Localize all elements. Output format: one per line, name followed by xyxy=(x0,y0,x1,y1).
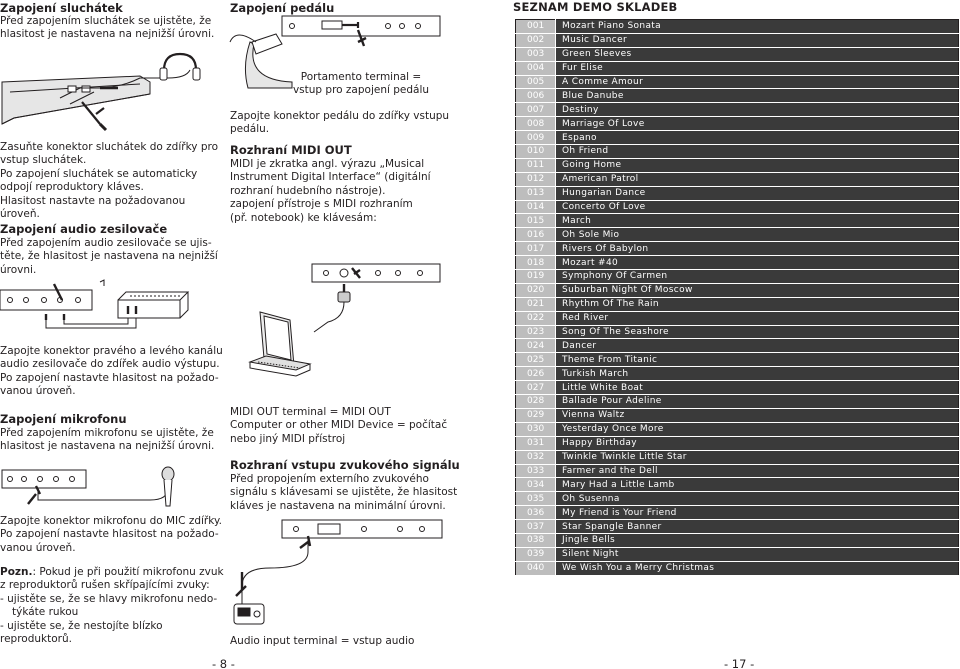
text-line: Po zapojení nastavte hlasitost na požado- xyxy=(0,371,219,384)
song-row xyxy=(516,422,959,436)
song-number: 030 xyxy=(516,422,556,436)
amplifier-body xyxy=(0,345,226,399)
song-number: 024 xyxy=(516,339,556,353)
note-label: Pozn. xyxy=(0,566,33,578)
song-row xyxy=(516,506,959,520)
song-title: Hungarian Dance xyxy=(556,186,959,200)
audio-in-caption: Audio input terminal = vstup audio xyxy=(230,635,415,647)
song-number: 033 xyxy=(516,464,556,478)
microphone-body xyxy=(0,515,226,555)
song-number: 011 xyxy=(516,158,556,172)
song-title: Marriage Of Love xyxy=(556,117,959,131)
text-line: vanou úroveň. xyxy=(0,541,76,554)
song-title: Happy Birthday xyxy=(556,436,959,450)
text-line: rozhraní hudebního nástroje). xyxy=(230,184,386,197)
text-line: úrovni. xyxy=(0,263,37,276)
headphones-intro xyxy=(0,15,226,42)
song-title: Ballade Pour Adeline xyxy=(556,395,959,409)
song-number: 039 xyxy=(516,547,556,561)
text-line: Po zapojení sluchátek se automaticky xyxy=(0,167,198,180)
page-number-right: - 17 - xyxy=(724,657,755,669)
song-title: Jingle Bells xyxy=(556,533,959,547)
song-title: Fur Elise xyxy=(556,61,959,75)
song-title: Farmer and the Dell xyxy=(556,464,959,478)
microphone-note xyxy=(0,566,230,646)
song-title: Music Dancer xyxy=(556,33,959,47)
song-row xyxy=(516,353,959,367)
song-row xyxy=(516,33,959,47)
text-line: hlasitost je nastavena na nejnižší úrovni. xyxy=(0,440,215,453)
song-row xyxy=(516,547,959,561)
song-number: 021 xyxy=(516,297,556,311)
text-line: MIDI OUT terminal = MIDI OUT xyxy=(230,406,391,418)
song-number: 002 xyxy=(516,33,556,47)
song-row xyxy=(516,270,959,284)
song-number: 019 xyxy=(516,270,556,284)
song-row xyxy=(516,492,959,506)
midi-heading: Rozhraní MIDI OUT xyxy=(230,143,352,157)
song-title: Turkish March xyxy=(556,367,959,381)
text-line: vstup pro zapojení pedálu xyxy=(292,84,430,97)
song-row xyxy=(516,311,959,325)
song-title: Mozart #40 xyxy=(556,256,959,270)
song-number: 020 xyxy=(516,283,556,297)
song-row xyxy=(516,47,959,61)
song-title: Dancer xyxy=(556,339,959,353)
headphones-heading: Zapojení sluchátek xyxy=(0,1,123,15)
song-number: 017 xyxy=(516,242,556,256)
song-number: 037 xyxy=(516,520,556,534)
song-row xyxy=(516,339,959,353)
song-title: Song Of The Seashore xyxy=(556,325,959,339)
song-row xyxy=(516,381,959,395)
song-number: 015 xyxy=(516,214,556,228)
song-row xyxy=(516,395,959,409)
song-row xyxy=(516,297,959,311)
text-line: z reproduktorů rušen skřípajícími zvuky: xyxy=(0,579,210,592)
text-line: týkáte rukou xyxy=(12,606,79,619)
song-number: 013 xyxy=(516,186,556,200)
song-title: March xyxy=(556,214,959,228)
song-title: Blue Danube xyxy=(556,89,959,103)
text-line: Před zapojením mikrofonu se ujistěte, že xyxy=(0,427,214,439)
text-line: odpojí reproduktory kláves. xyxy=(0,181,144,194)
song-number: 026 xyxy=(516,367,556,381)
song-title: Oh Friend xyxy=(556,145,959,159)
song-row xyxy=(516,75,959,89)
song-number: 023 xyxy=(516,325,556,339)
song-number: 040 xyxy=(516,561,556,575)
song-number: 034 xyxy=(516,478,556,492)
song-title: Green Sleeves xyxy=(556,47,959,61)
song-row xyxy=(516,117,959,131)
song-number: 004 xyxy=(516,61,556,75)
song-row xyxy=(516,450,959,464)
text-line: - ujistěte se, že se hlavy mikrofonu nedo- xyxy=(0,592,218,605)
audio-in-illustration xyxy=(230,516,452,632)
song-row xyxy=(516,478,959,492)
song-title: Star Spangle Banner xyxy=(556,520,959,534)
pedal-caption xyxy=(270,71,452,98)
song-row xyxy=(516,145,959,159)
song-title: Going Home xyxy=(556,158,959,172)
song-row xyxy=(516,103,959,117)
song-number: 010 xyxy=(516,145,556,159)
song-number: 001 xyxy=(516,20,556,34)
song-title: Little White Boat xyxy=(556,381,959,395)
song-row xyxy=(516,325,959,339)
text-line: těte, že hlasitost je nastavena na nejnižší xyxy=(0,250,218,263)
song-title: American Patrol xyxy=(556,172,959,186)
song-row xyxy=(516,89,959,103)
song-number: 027 xyxy=(516,381,556,395)
song-row xyxy=(516,436,959,450)
song-row xyxy=(516,408,959,422)
song-row xyxy=(516,464,959,478)
song-title: Oh Susenna xyxy=(556,492,959,506)
song-row xyxy=(516,61,959,75)
text-line: MIDI je zkratka angl. výrazu „Musical xyxy=(230,158,425,170)
audio-in-heading: Rozhraní vstupu zvukového signálu xyxy=(230,458,460,472)
song-number: 012 xyxy=(516,172,556,186)
song-title: Destiny xyxy=(556,103,959,117)
song-title: Red River xyxy=(556,311,959,325)
song-title: Rivers Of Babylon xyxy=(556,242,959,256)
headphones-body xyxy=(0,141,226,221)
song-title: Espano xyxy=(556,131,959,145)
text-line: Zapojte konektor pedálu do zdířky vstupu xyxy=(230,110,450,122)
song-number: 009 xyxy=(516,131,556,145)
song-row xyxy=(516,158,959,172)
text-line: (př. notebook) ke klávesám: xyxy=(230,211,377,224)
song-title: Symphony Of Carmen xyxy=(556,270,959,284)
song-number: 016 xyxy=(516,228,556,242)
song-number: 018 xyxy=(516,256,556,270)
text-line: vanou úroveň. xyxy=(0,385,76,398)
song-table xyxy=(515,19,959,576)
song-row xyxy=(516,367,959,381)
text-line: : Pokud je při použití mikrofonu zvuk xyxy=(32,566,224,578)
song-title: Vienna Waltz xyxy=(556,408,959,422)
text-line: hlasitost je nastavena na nejnižší úrovni. xyxy=(0,28,215,41)
text-line: - ujistěte se, že nestojíte blízko reproduktorů. xyxy=(0,619,163,646)
song-row xyxy=(516,228,959,242)
text-line: Před zapojením audio zesilovače se ujis- xyxy=(0,237,212,249)
song-number: 036 xyxy=(516,506,556,520)
midi-illustration xyxy=(230,262,452,402)
song-row xyxy=(516,283,959,297)
song-title: A Comme Amour xyxy=(556,75,959,89)
song-title: Theme From Titanic xyxy=(556,353,959,367)
song-row xyxy=(516,214,959,228)
song-title: Silent Night xyxy=(556,547,959,561)
song-number: 008 xyxy=(516,117,556,131)
text-line: Instrument Digital Interface“ (digitální xyxy=(230,171,431,184)
midi-body xyxy=(230,158,452,225)
microphone-intro xyxy=(0,427,226,454)
song-number: 022 xyxy=(516,311,556,325)
song-title: My Friend is Your Friend xyxy=(556,506,959,520)
text-line: kláves je nastavena na minimální úrovni. xyxy=(230,499,446,512)
song-row xyxy=(516,131,959,145)
text-line: Před propojením externího zvukového xyxy=(230,473,429,485)
text-line: Hlasitost nastavte na požadovanou úroveň. xyxy=(0,194,186,221)
song-title: Twinkle Twinkle Little Star xyxy=(556,450,959,464)
microphone-illustration xyxy=(0,456,226,512)
text-line: Zapojte konektor pravého a levého kanálu xyxy=(0,345,223,357)
song-row xyxy=(516,172,959,186)
song-row xyxy=(516,561,959,575)
song-row xyxy=(516,256,959,270)
text-line: Computer or other MIDI Device = počítač xyxy=(230,419,448,432)
song-row xyxy=(516,520,959,534)
text-line: signálu s klávesami se ujistěte, že hlasitost xyxy=(230,486,458,499)
song-row xyxy=(516,242,959,256)
song-number: 029 xyxy=(516,408,556,422)
text-line: nebo jiný MIDI přístroj xyxy=(230,432,346,445)
song-number: 007 xyxy=(516,103,556,117)
song-row xyxy=(516,200,959,214)
song-title: We Wish You a Merry Christmas xyxy=(556,561,959,575)
song-title: Suburban Night Of Moscow xyxy=(556,283,959,297)
song-number: 038 xyxy=(516,533,556,547)
song-number: 025 xyxy=(516,353,556,367)
text-line: pedálu. xyxy=(230,123,270,136)
text-line: vstup sluchátek. xyxy=(0,154,87,167)
song-number: 032 xyxy=(516,450,556,464)
song-row xyxy=(516,533,959,547)
page-number-left: - 8 - xyxy=(212,657,235,669)
amplifier-illustration xyxy=(0,278,226,340)
amplifier-heading: Zapojení audio zesilovače xyxy=(0,222,168,236)
text-line: Zapojte konektor mikrofonu do MIC zdířky. xyxy=(0,515,222,527)
song-number: 003 xyxy=(516,47,556,61)
midi-caption xyxy=(230,406,452,446)
song-number: 028 xyxy=(516,395,556,409)
song-number: 005 xyxy=(516,75,556,89)
song-number: 035 xyxy=(516,492,556,506)
song-number: 031 xyxy=(516,436,556,450)
song-list-title: SEZNAM DEMO SKLADEB xyxy=(513,0,678,14)
text-line: audio zesilovače do zdířek audio výstupu. xyxy=(0,358,220,371)
pedal-heading: Zapojení pedálu xyxy=(230,1,335,15)
song-title: Oh Sole Mio xyxy=(556,228,959,242)
song-number: 014 xyxy=(516,200,556,214)
text-line: Zasuňte konektor sluchátek do zdířky pro xyxy=(0,141,219,153)
song-number: 006 xyxy=(516,89,556,103)
text-line: zapojení přístroje s MIDI rozhraním xyxy=(230,198,413,211)
song-title: Mary Had a Little Lamb xyxy=(556,478,959,492)
microphone-heading: Zapojení mikrofonu xyxy=(0,412,127,426)
text-line: Před zapojením sluchátek se ujistěte, že xyxy=(0,15,212,27)
song-row xyxy=(516,20,959,34)
headphones-illustration xyxy=(0,48,226,148)
song-title: Concerto Of Love xyxy=(556,200,959,214)
song-row xyxy=(516,186,959,200)
song-title: Yesterday Once More xyxy=(556,422,959,436)
text-line: Portamento terminal = xyxy=(300,71,422,83)
audio-in-body xyxy=(230,473,460,513)
text-line: Po zapojení nastavte hlasitost na požado- xyxy=(0,528,219,541)
song-title: Mozart Piano Sonata xyxy=(556,20,959,34)
amplifier-intro xyxy=(0,237,226,277)
song-title: Rhythm Of The Rain xyxy=(556,297,959,311)
pedal-body xyxy=(230,110,452,137)
